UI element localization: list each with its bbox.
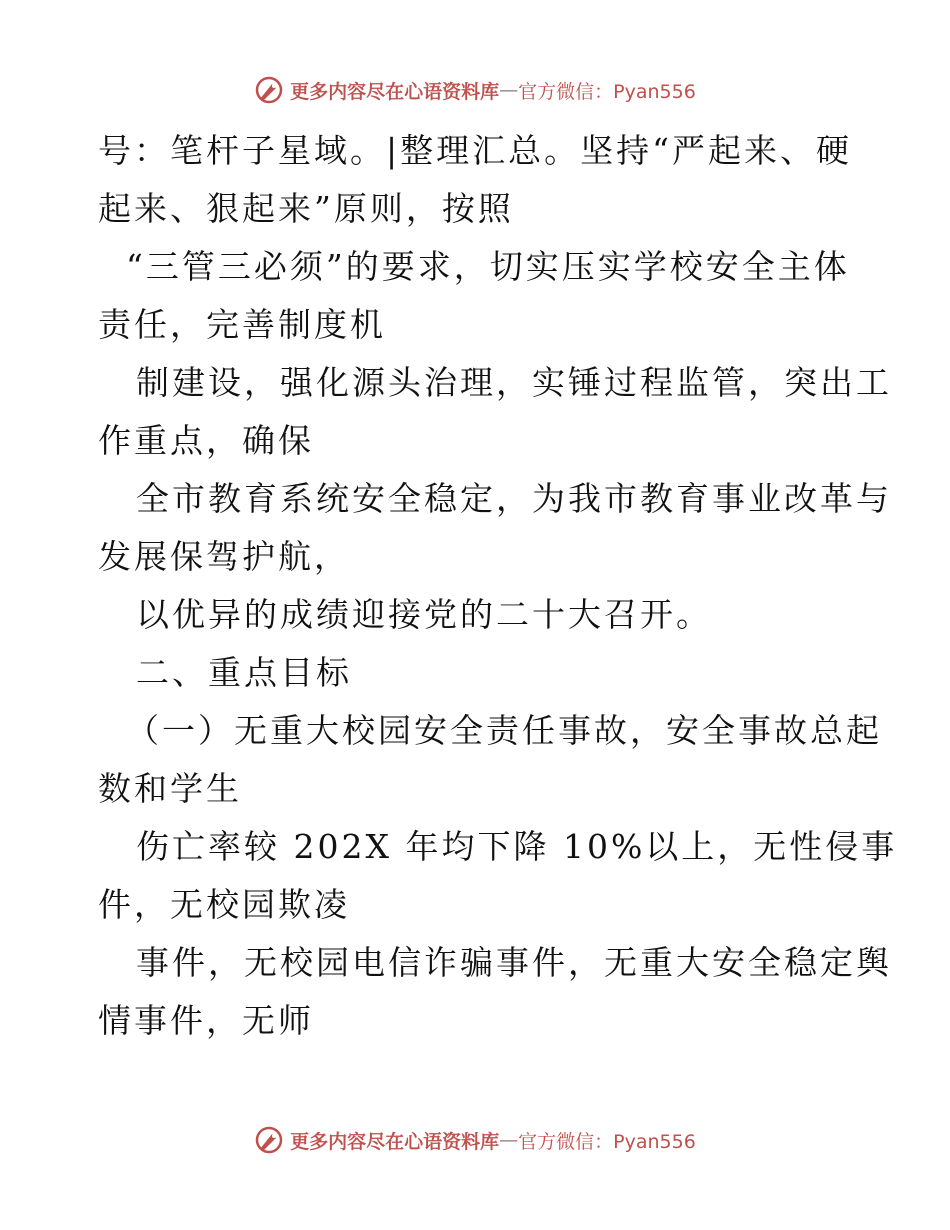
body-line: 事件，无校园电信诈骗事件，无重大安全稳定舆 xyxy=(136,943,892,982)
footer-banner xyxy=(0,1120,950,1160)
pen-nib-logo-icon xyxy=(254,75,284,105)
body-line: 伤亡率较 202X 年均下降 10%以上，无性侵事 xyxy=(136,827,898,866)
footer-wechat: 官方微信：Pyan556 xyxy=(518,1130,696,1153)
body-line: （一）无重大校园安全责任事故，安全事故总起 xyxy=(126,711,882,750)
body-line: 起来、狠起来”原则，按照 xyxy=(98,189,514,228)
footer-separator: — xyxy=(499,1129,519,1151)
pen-nib-logo-icon xyxy=(254,1125,284,1155)
body-line: 件，无校园欺凌 xyxy=(98,885,350,924)
header-wechat: 官方微信：Pyan556 xyxy=(518,80,696,103)
body-line: 以优异的成绩迎接党的二十大召开。 xyxy=(136,595,712,634)
body-line: 情事件，无师 xyxy=(98,1001,314,1040)
body-line: 数和学生 xyxy=(98,769,242,808)
header-separator: — xyxy=(499,79,519,101)
section-heading: 二、重点目标 xyxy=(136,653,352,692)
body-line: 制建设，强化源头治理，实锤过程监管，突出工 xyxy=(136,363,892,402)
body-line: 作重点，确保 xyxy=(98,421,314,460)
header-title: 更多内容尽在心语资料库 xyxy=(290,80,500,103)
body-line: 全市教育系统安全稳定，为我市教育事业改革与 xyxy=(136,479,892,518)
body-line: 发展保驾护航， xyxy=(98,537,350,576)
body-line: 责任，完善制度机 xyxy=(98,305,386,344)
body-line: 号：笔杆子星域。|整理汇总。坚持“严起来、硬 xyxy=(98,131,852,170)
document-body xyxy=(98,122,898,1050)
footer-title: 更多内容尽在心语资料库 xyxy=(290,1130,500,1153)
header-banner xyxy=(0,70,950,110)
body-line: “三管三必须”的要求，切实压实学校安全主体 xyxy=(126,247,850,286)
